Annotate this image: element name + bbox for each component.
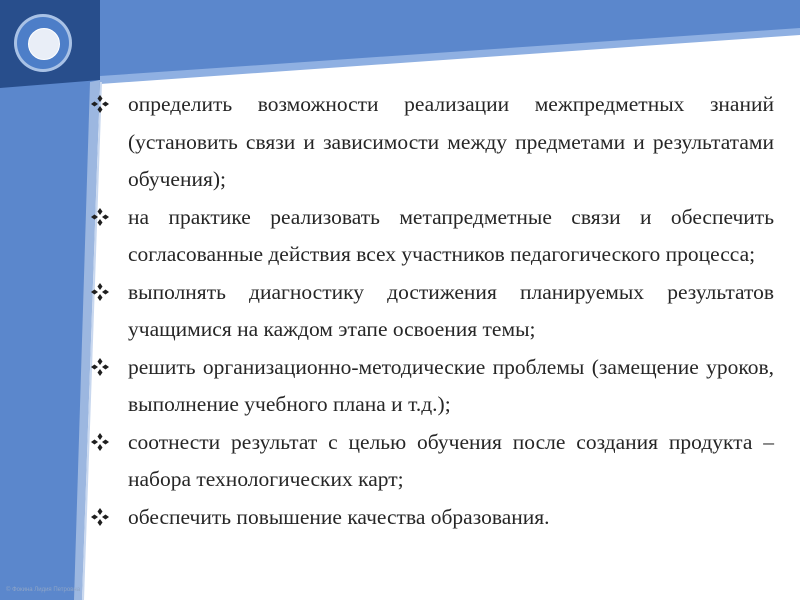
bullet-item (90, 424, 774, 499)
copyright-text: © Фокина Лидия Петровна (6, 587, 81, 593)
bullet-text: решить организационно-методические проблемы (замещение уроков, выполнение учебного плана и т.д.); (128, 354, 774, 416)
bullet-text: выполнять диагностику достижения планируемых результатов учащимися на каждом этапе освоения темы; (128, 279, 774, 341)
bullet-item (90, 199, 774, 274)
bullet-list (90, 86, 774, 536)
bullet-item (90, 86, 774, 199)
bullet-text: определить возможности реализации межпредметных знаний (установить связи и зависимости между предметами и результатами обучения); (128, 92, 774, 191)
diamond-bullet-icon (90, 199, 112, 237)
diamond-bullet-icon (90, 349, 112, 387)
circle-emblem-icon (17, 17, 69, 69)
emblem-center (28, 28, 60, 60)
bullet-item (90, 499, 774, 537)
bullet-text: обеспечить повышение качества образования. (128, 504, 550, 529)
bullet-item (90, 274, 774, 349)
diamond-bullet-icon (90, 86, 112, 124)
diamond-bullet-icon (90, 499, 112, 537)
diamond-bullet-icon (90, 274, 112, 312)
bullet-text: соотнести результат с целью обучения после создания продукта – набора технологических карт; (128, 429, 774, 491)
diamond-bullet-icon (90, 424, 112, 462)
bullet-item (90, 349, 774, 424)
bullet-text: на практике реализовать метапредметные связи и обеспечить согласованные действия всех участников педагогического процесса; (128, 204, 774, 266)
